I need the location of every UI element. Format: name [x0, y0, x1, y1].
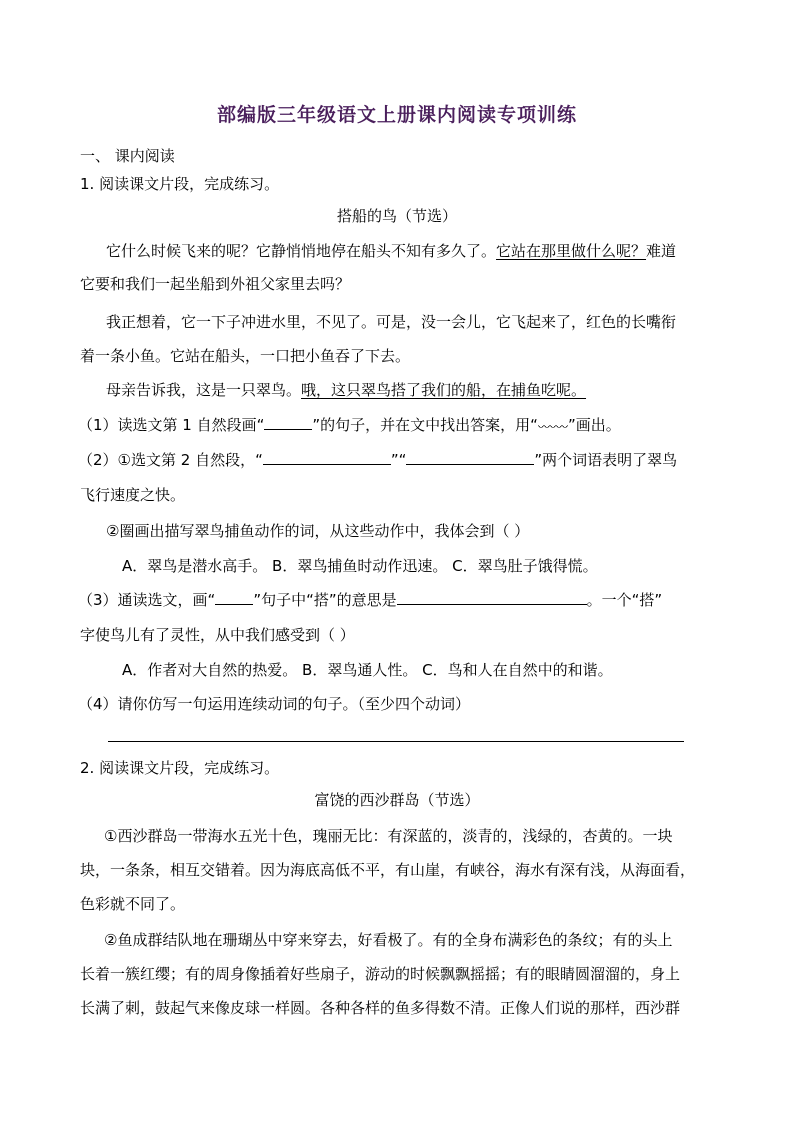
answer-blank[interactable] [406, 450, 534, 465]
question-text: ”两个词语表明了翠鸟 [534, 451, 678, 469]
passage-1-para-2-line-1: 我正想着，它一下子冲进水里，不见了。可是，没一会儿，它飞起来了，红色的长嘴衔 [106, 313, 677, 331]
question-text: （2）①选文第 2 自然段，“ [78, 451, 263, 469]
passage-1-title: 搭船的鸟（节选） [336, 207, 457, 225]
passage-2-line-5: 长着一簇红缨；有的周身像插着好些扇子，游动的时候飘飘摇摇；有的眼睛圆溜溜的，身上 [80, 965, 681, 983]
question-text: ”句子中“搭”的意思是 [253, 591, 397, 609]
sub-question-2-line-2: 飞行速度之快。 [80, 486, 186, 504]
sub-question-1 [78, 415, 621, 435]
answer-blank[interactable] [215, 590, 253, 605]
passage-1-para-1-line-2: 它要和我们一起坐船到外祖父家里去吗？ [80, 275, 351, 293]
passage-1-para-1-line-1 [106, 241, 676, 261]
sub-question-4: （4）请你仿写一句运用连续动词的句子。（至少四个动词） [78, 695, 471, 713]
section-heading: 一、 课内阅读 [80, 147, 175, 165]
passage-2-line-3: 色彩就不同了。 [80, 895, 186, 913]
sub-question-2-part-2: ②圈画出描写翠鸟捕鱼动作的词，从这些动作中，我体会到（ ） [106, 522, 530, 540]
sub-question-3-line-2: 字使鸟儿有了灵性，从中我们感受到（ ） [80, 626, 355, 644]
passage-2-line-4: ②鱼成群结队地在珊瑚丛中穿来穿去，好看极了。有的全身布满彩色的条纹；有的头上 [104, 931, 673, 949]
sub-question-3-options: A．作者对大自然的热爱。 B．翠鸟通人性。 C．鸟和人在自然中的和谐。 [122, 661, 613, 679]
underlined-sentence: 哦，这只翠鸟搭了我们的船，在捕鱼吃呢。 [301, 381, 587, 399]
passage-2-line-1: ①西沙群岛一带海水五光十色，瑰丽无比：有深蓝的，淡青的，浅绿的，杏黄的。一块 [104, 827, 673, 845]
question-1-heading: 1. 阅读课文片段，完成练习。 [80, 175, 280, 193]
passage-text: 母亲告诉我，这是一只翠鸟。 [106, 381, 302, 399]
answer-blank[interactable] [263, 450, 391, 465]
page-title: 部编版三年级语文上册课内阅读专项训练 [216, 104, 577, 126]
passage-2-line-6: 长满了刺，鼓起气来像皮球一样圆。各种各样的鱼多得数不清。正像人们说的那样，西沙群 [80, 999, 681, 1017]
answer-line[interactable] [108, 741, 684, 742]
question-text: 。一个“搭” [586, 591, 663, 609]
passage-text: 它什么时候飞来的呢？它静悄悄地停在船头不知有多久了。 [106, 242, 497, 260]
passage-text: 难道 [646, 242, 677, 260]
answer-blank[interactable] [264, 415, 312, 430]
answer-blank[interactable] [397, 590, 587, 605]
question-2-heading: 2. 阅读课文片段，完成练习。 [80, 759, 280, 777]
question-text: （3）通读选文，画“ [78, 591, 216, 609]
passage-1-para-2-line-2: 着一条小鱼。它站在船头，一口把小鱼吞了下去。 [80, 347, 411, 365]
wavy-line-icon [538, 421, 568, 431]
passage-2-title: 富饶的西沙群岛（节选） [314, 791, 480, 809]
question-text: ”的句子，并在文中找出答案，用“ [312, 416, 538, 434]
question-text: （1）读选文第 1 自然段画“ [78, 416, 265, 434]
question-text: ”“ [390, 451, 407, 469]
sub-question-3-line-1 [78, 590, 662, 610]
question-text: ”画出。 [567, 416, 621, 434]
passage-1-para-3 [106, 380, 586, 400]
sub-question-2-line-1 [78, 450, 677, 470]
passage-2-line-2: 块，一条条，相互交错着。因为海底高低不平，有山崖，有峡谷，海水有深有浅，从海面看， [80, 861, 696, 879]
sub-question-2-options: A．翠鸟是潜水高手。 B．翠鸟捕鱼时动作迅速。 C．翠鸟肚子饿得慌。 [122, 557, 598, 575]
underlined-sentence: 它站在那里做什么呢？ [496, 242, 647, 260]
